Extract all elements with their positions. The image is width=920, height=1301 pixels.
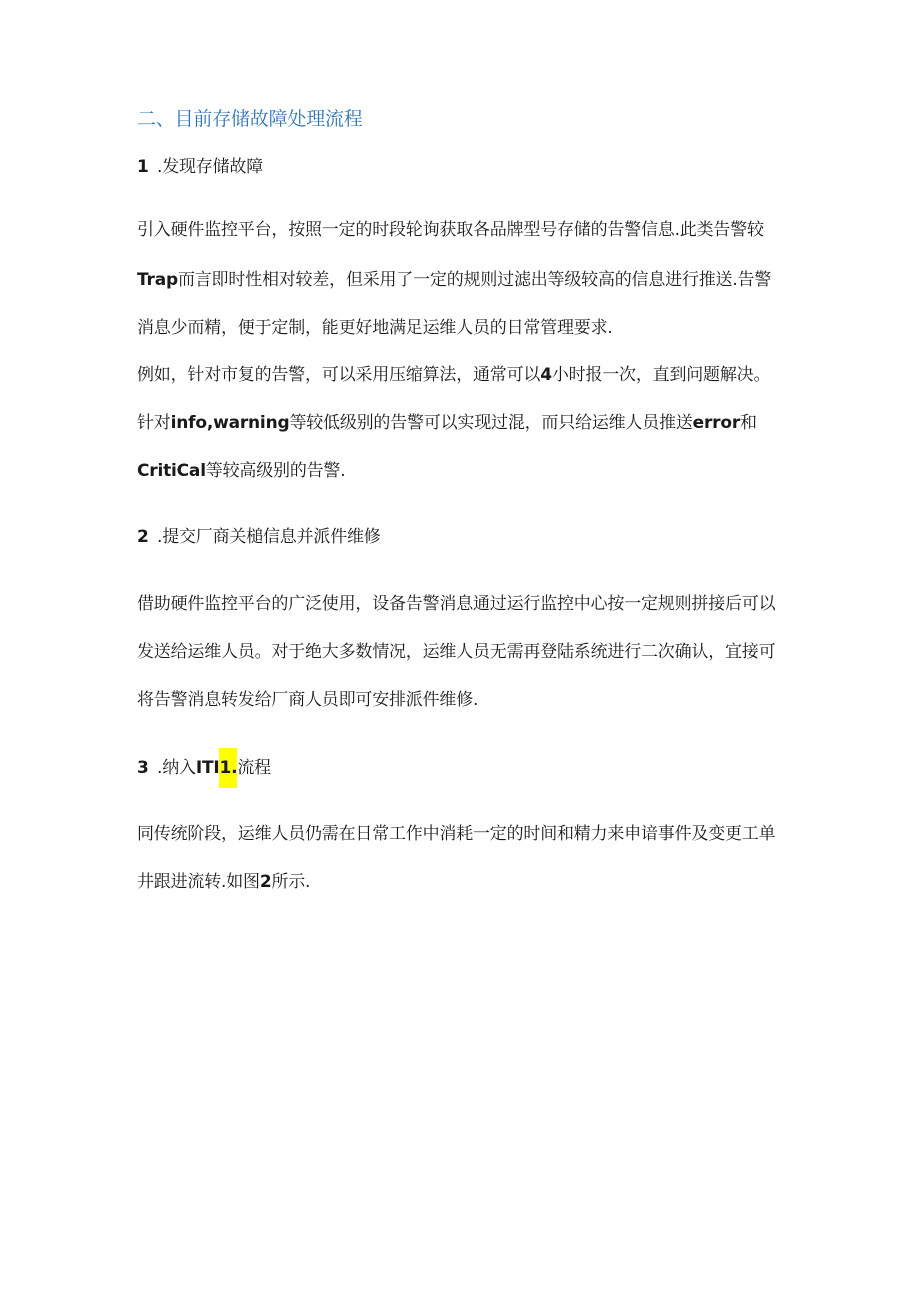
s3-p1-line-2 [137, 870, 310, 894]
s1-p2-line-1-pre: 例如，针对市复的告警，可以采用压缩算法，通常可以 [137, 365, 541, 385]
s3-p1-line-2-post: 所示. [271, 872, 311, 892]
s2-p1-line-2: 发送给运维人员。对于绝大多数情况，运维人员无需再登陆系统进行二次确认，宜接可 [137, 642, 776, 662]
info-warning-term: info,warning [170, 413, 290, 433]
s3-p1-line-1: 同传统阶段，运维人员仍需在日常工作中消耗一定的时间和精力来申谙事件及变更工单 [137, 824, 776, 844]
s1-p2-line-3 [137, 459, 345, 483]
s1-p2-line-2 [137, 411, 757, 435]
s1-p2-line-1 [137, 363, 770, 387]
s1-p2-line-2-mid: 等较低级别的告警可以实现过混，而只给运维人员推送 [289, 413, 693, 433]
s1-p1-line-2-text: 而言即时性相对较差，但采用了一定的规则过滤出等级较高的信息进行推送.告警 [177, 270, 772, 290]
critical-term: CritiCal [137, 461, 206, 481]
subsection-3-title-post: 流程 [237, 758, 271, 778]
s1-p2-line-1-post: 小时报一次，直到问题解决。 [551, 365, 771, 385]
hours-number: 4 [540, 365, 552, 385]
subsection-3-title-pre: .纳入 [157, 758, 196, 778]
subsection-3-heading [137, 756, 271, 780]
figure-number: 2 [259, 872, 272, 892]
itil-term: ITI [195, 758, 220, 778]
subsection-1-number: 1 [137, 157, 149, 177]
section-title: 二、目前存储故障处理流程 [137, 108, 363, 130]
error-term: error [692, 413, 741, 433]
s1-p2-line-3-post: 等较高级别的告警. [205, 461, 346, 481]
s1-p1-line-2 [137, 268, 771, 292]
subsection-2-heading [137, 525, 381, 549]
s1-p2-line-2-post: 和 [740, 413, 757, 433]
s2-p1-line-3: 将告警消息转发给厂商人员即可安排派件维修. [137, 690, 479, 710]
trap-term: Trap [137, 270, 178, 290]
s1-p1-line-3: 消息少而精，便于定制，能更好地满足运维人员的日常管理要求. [137, 318, 613, 338]
highlighted-text: 1. [219, 748, 237, 788]
s2-p1-line-1: 借助硬件监控平台的广泛使用，设备告警消息通过运行监控中心按一定规则拼接后可以 [137, 594, 776, 614]
subsection-1-title: .发现存储故障 [157, 157, 264, 177]
subsection-3-number: 3 [137, 758, 149, 778]
subsection-2-number: 2 [137, 527, 149, 547]
s1-p2-line-2-pre: 针对 [137, 413, 171, 433]
s3-p1-line-2-pre: 井跟进流转.如图 [137, 872, 260, 892]
subsection-1-heading [137, 155, 263, 179]
s1-p1-line-1: 引入硬件监控平台，按照一定的时段轮询获取各品牌型号存储的告警信息.此类告警较 [137, 220, 764, 240]
subsection-2-title: .提交厂商关槌信息并派件维修 [157, 527, 381, 547]
